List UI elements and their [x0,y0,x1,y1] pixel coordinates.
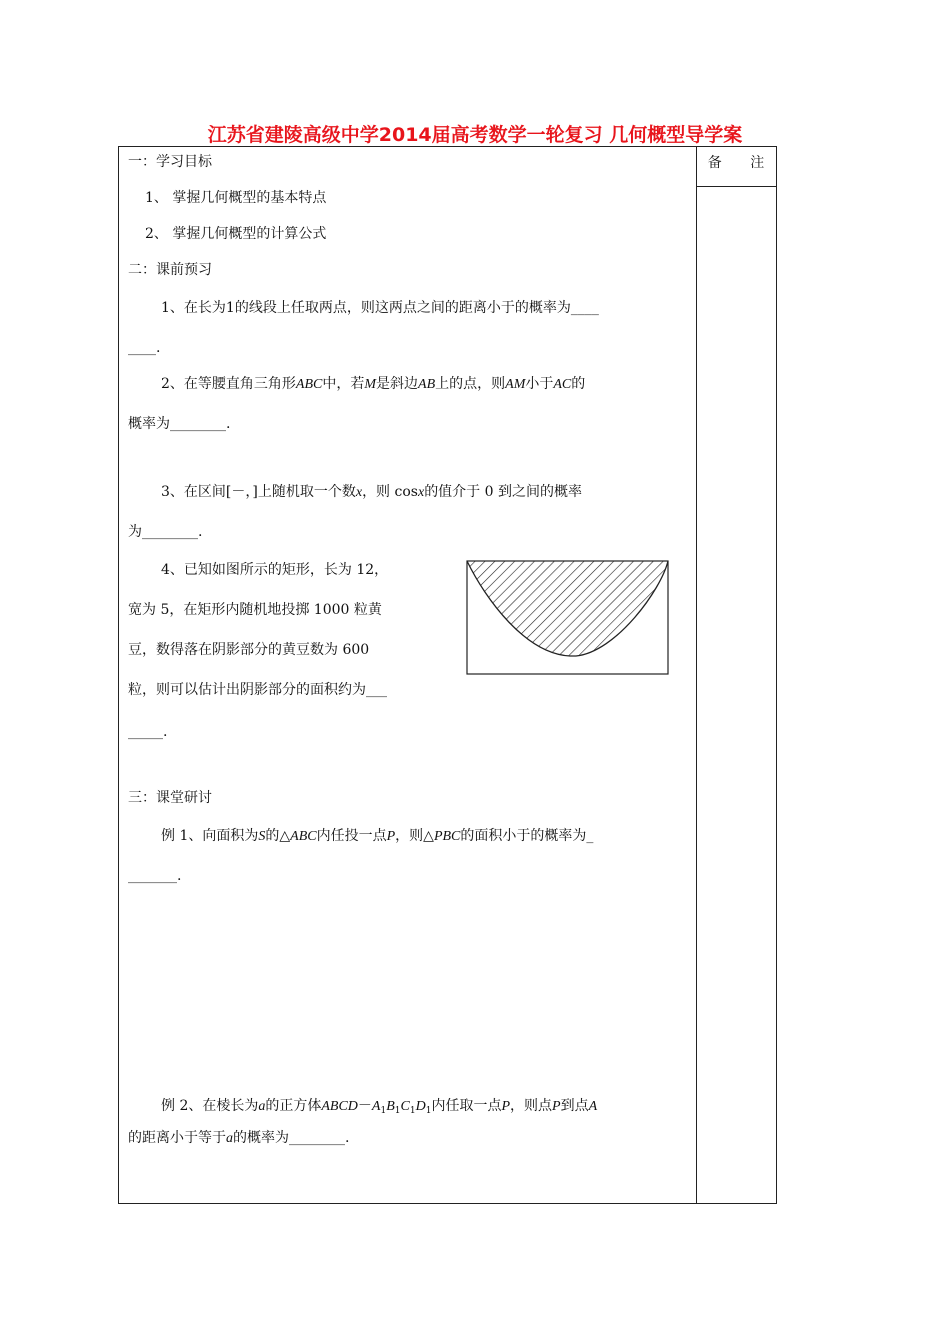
question-2-line-2: 概率为________. [128,416,231,432]
question-3-line-1: 3、在区间[－，]上随机取一个数x，则 cosx的值介于 0 到之间的概率 [161,484,582,500]
goal-item: 2、 掌握几何概型的计算公式 [145,226,327,242]
question-4-line-3: 豆，数得落在阴影部分的黄豆数为 600 [128,642,370,658]
section-heading-discussion: 三：课堂研讨 [128,790,212,806]
question-1-line-2: ____. [128,340,161,356]
example-1-line-2: _______. [128,868,182,884]
page-title: 江苏省建陵高级中学2014届高考数学一轮复习 几何概型导学案 [207,124,743,146]
question-4-line-5: _____. [128,724,168,740]
question-2-line-1: 2、在等腰直角三角形ABC中，若M是斜边AB上的点，则AM小于AC的 [161,376,586,392]
goal-item: 1、 掌握几何概型的基本特点 [145,190,327,206]
rectangle-shaded-figure [466,560,670,676]
example-1-line-1: 例 1、向面积为S的△ABC内任投一点P，则△PBC的面积小于的概率为_ [161,828,594,844]
notes-column-header: 备 注 [707,155,777,171]
question-4-line-1: 4、已知如图所示的矩形，长为 12， [161,562,389,578]
question-3-line-2: 为________. [128,524,203,540]
notes-header-divider [697,186,777,187]
section-heading-preview: 二：课前预习 [128,262,212,278]
column-divider [696,146,697,1204]
question-1-line-1: 1、在长为1的线段上任取两点，则这两点之间的距离小于的概率为____ [161,300,599,316]
question-4-line-2: 宽为 5，在矩形内随机地投掷 1000 粒黄 [128,602,382,618]
example-2-line-2: 的距离小于等于a的概率为________. [128,1130,350,1146]
question-4-line-4: 粒，则可以估计出阴影部分的面积约为___ [128,682,387,698]
example-2-line-1: 例 2、在棱长为a的正方体$ABCD-A_1B_1C_1D_1$内任取一点P，则点P到点A [161,1098,598,1116]
section-heading-goals: 一：学习目标 [128,154,212,170]
